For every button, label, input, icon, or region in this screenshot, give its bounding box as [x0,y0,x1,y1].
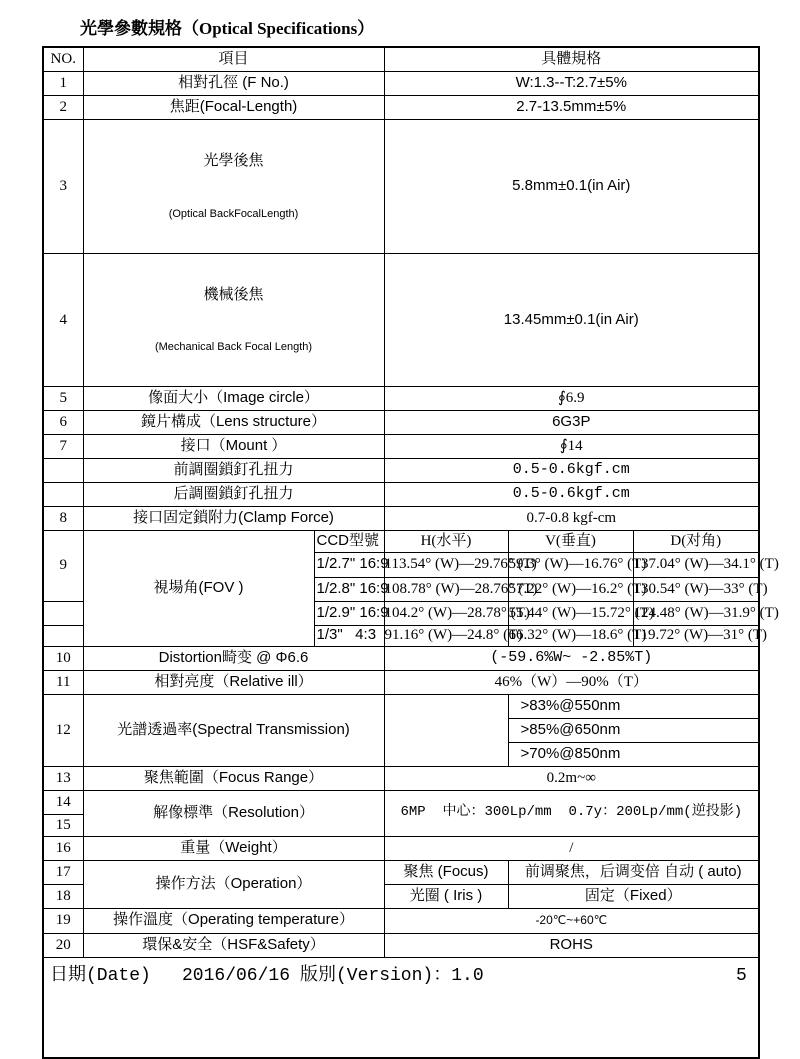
operation-mode-value: 前调聚焦，后调变倍 自动 ( auto) [508,860,759,884]
version-label: 版別(Version)：1.0 [300,965,484,986]
row-no: 1 [43,71,83,95]
fov-d: 119.72° (W)—31° (T) [633,625,759,646]
row-spec: 0.2m~∞ [384,766,759,790]
row-no: 19 [43,908,83,933]
spec-row-focal-length [43,95,759,119]
spec-row-clamp-force [43,506,759,530]
row-item: 鏡片構成（Lens structure） [83,410,384,434]
row-item: 操作方法（Operation） [83,860,384,908]
row-item-english: (Mechanical Back Focal Length) [154,340,313,353]
fov-h: 108.78° (W)—28.76° (T) [384,577,508,601]
fov-ccd: 1/2.8" 16:9 [314,577,384,601]
row-item: 光譜透過率(Spectral Transmission) [83,694,384,766]
row-item: 接口（Mount ） [83,434,384,458]
row-spec: 6G3P [384,410,759,434]
row-no: 18 [43,884,83,908]
row-spec: ∮14 [384,434,759,458]
row-item: 相對孔徑 (F No.) [83,71,384,95]
fov-h: 113.54° (W)—29.76° (T) [384,552,508,577]
row-no [43,482,83,506]
fov-h: 104.2° (W)—28.78° (T) [384,601,508,625]
row-no: 5 [43,386,83,410]
spec-row-weight [43,836,759,860]
fov-col-d: D(对角) [633,530,759,552]
row-no-empty [43,601,83,625]
row-item: 相對亮度（Relative ill） [83,670,384,694]
row-no: 11 [43,670,83,694]
row-no: 3 [43,119,83,254]
row-spec: 0.5-0.6kgf.cm [384,482,759,506]
row-spec: ∮6.9 [384,386,759,410]
row-no: 8 [43,506,83,530]
row-no: 9 [43,530,83,601]
row-no: 6 [43,410,83,434]
row-spec: 2.7-13.5mm±5% [384,95,759,119]
spec-row-relative-ill [43,670,759,694]
row-no: 2 [43,95,83,119]
row-spec: 0.7-0.8 kgf-cm [384,506,759,530]
spec-row-safety [43,933,759,957]
spec-row-distortion [43,646,759,670]
spec-row-transmission [43,694,759,718]
row-item: 機械後焦 [203,286,264,304]
row-no: 17 [43,860,83,884]
date-label: 日期(Date) [50,965,151,986]
row-item: 聚焦範圍（Focus Range） [83,766,384,790]
row-no: 10 [43,646,83,670]
row-spec: / [384,836,759,860]
fov-v: 55.44° (W)—15.72° (T) [508,601,633,625]
operation-mode-label: 聚焦 (Focus) [384,860,508,884]
row-item-english: (Optical BackFocalLength) [168,208,299,220]
row-no: 20 [43,933,83,957]
row-spec: 6MP 中心：300Lp/mm 0.7y：200Lp/mm(逆投影) [384,790,759,836]
row-item: Distortion畸变 @ Φ6.6 [83,646,384,670]
fov-v: 57.22° (W)—16.2° (T) [508,577,633,601]
row-item: 焦距(Focal-Length) [83,95,384,119]
fov-v: 66.32° (W)—18.6° (T) [508,625,633,646]
operation-mode-label: 光圈 ( Iris ) [384,884,508,908]
spec-row-optical-bfl [43,119,759,254]
transmission-value: >83%@550nm [508,694,759,718]
fov-ccd: 1/2.9" 16:9 [314,601,384,625]
row-spec: -20℃~+60℃ [384,908,759,933]
row-spec: ROHS [384,933,759,957]
page-number: 5 [736,965,747,986]
header-no: NO. [43,47,83,71]
spec-row-image-circle [43,386,759,410]
header-row [43,47,759,71]
fov-ccd: 1/3" 4:3 [314,625,384,646]
row-spec: 13.45mm±0.1(in Air) [384,254,759,387]
spec-row-temperature [43,908,759,933]
row-no: 12 [43,694,83,766]
row-spec: 46%（W）—90%（T） [384,670,759,694]
row-item: 前調圈鎖釘孔扭力 [83,458,384,482]
row-item: 接口固定鎖附力(Clamp Force) [83,506,384,530]
header-item: 項目 [83,47,384,71]
row-spec: (-59.6%W~ -2.85%T) [384,646,759,670]
spec-row-resolution [43,790,759,814]
fov-ccd: 1/2.7" 16:9 [314,552,384,577]
fov-col-h: H(水平) [384,530,508,552]
spec-row-operation [43,860,759,884]
spec-row-front-ring-torque [43,458,759,482]
spec-row-mechanical-bfl [43,254,759,387]
transmission-value: >85%@650nm [508,718,759,742]
row-no: 7 [43,434,83,458]
row-no: 13 [43,766,83,790]
fov-h: 91.16° (W)—24.8° (T) [384,625,508,646]
row-item: 像面大小（Image circle） [83,386,384,410]
fov-v: 59.3° (W)—16.76° (T) [508,552,633,577]
row-spec: 0.5-0.6kgf.cm [384,458,759,482]
transmission-value: >70%@850nm [508,742,759,766]
row-no [43,458,83,482]
spec-row-mount [43,434,759,458]
date-value: 2016/06/16 [182,965,291,986]
transmission-blank [384,694,508,766]
spec-row-aperture [43,71,759,95]
row-no: 14 [43,790,83,814]
spec-row-lens-structure [43,410,759,434]
fov-item: 視場角(FOV ) [83,530,314,646]
fov-d: 137.04° (W)—34.1° (T) [633,552,759,577]
row-item: 解像標準（Resolution） [83,790,384,836]
row-no: 4 [43,254,83,387]
row-spec: W:1.3--T:2.7±5% [384,71,759,95]
optical-spec-table [42,46,779,1059]
header-spec: 具體規格 [384,47,759,71]
row-item-cell [83,254,384,387]
spec-row-rear-ring-torque [43,482,759,506]
row-item: 環保&安全（HSF&Safety） [83,933,384,957]
fov-d: 130.54° (W)—33° (T) [633,577,759,601]
fov-col-ccd: CCD型號 [314,530,384,552]
row-no: 16 [43,836,83,860]
row-spec: 5.8mm±0.1(in Air) [384,119,759,254]
row-no-empty [43,625,83,646]
row-item-cell [83,119,384,254]
row-item: 光學後焦 [203,151,264,169]
row-item: 后調圈鎖釘孔扭力 [83,482,384,506]
row-item: 操作溫度（Operating temperature） [83,908,384,933]
document-title: 光學參數規格（Optical Specifications） [80,19,375,38]
row-no: 15 [43,814,83,836]
footer-row [43,957,759,1058]
fov-col-v: V(垂直) [508,530,633,552]
spec-row-focus-range [43,766,759,790]
footer [43,957,759,1058]
fov-header-row [43,530,759,552]
fov-d: 124.48° (W)—31.9° (T) [633,601,759,625]
operation-mode-value: 固定（Fixed） [508,884,759,908]
row-item: 重量（Weight） [83,836,384,860]
